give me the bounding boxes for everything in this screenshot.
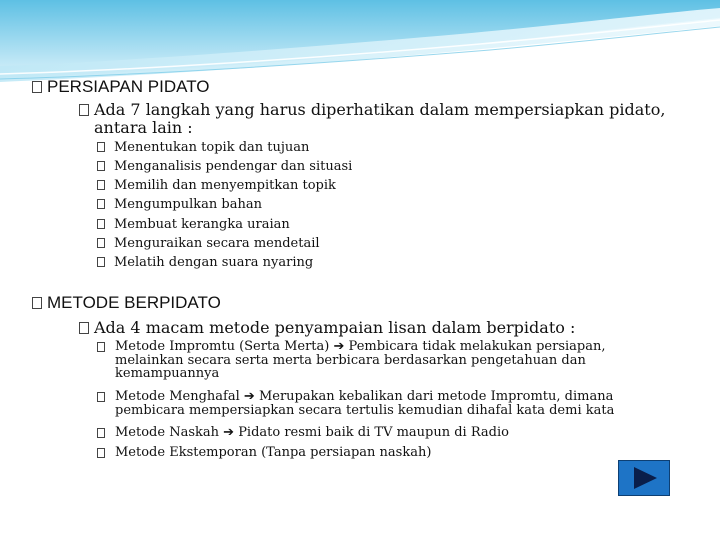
box-bullet-icon (97, 257, 105, 267)
section1-list-item (97, 160, 352, 174)
box-bullet-icon (79, 322, 89, 334)
section1-intro (79, 101, 665, 118)
section2-heading (32, 293, 221, 313)
box-bullet-icon (32, 297, 42, 309)
section1-intro-line2: antara lain : (94, 118, 193, 137)
box-bullet-icon (97, 342, 105, 352)
box-bullet-icon (97, 142, 105, 152)
box-bullet-icon (97, 161, 105, 171)
box-bullet-icon (79, 104, 89, 116)
section2-title: METODE BERPIDATO (47, 293, 221, 312)
section1-item-text: Memilih dan menyempitkan topik (114, 178, 336, 193)
section1-list-item (97, 179, 336, 193)
box-bullet-icon (97, 448, 105, 458)
section2-list-item (97, 390, 657, 417)
section1-intro-line1: Ada 7 langkah yang harus diperhatikan dalam mempersiapkan pidato, (94, 100, 666, 119)
section1-list-item (97, 141, 309, 155)
section2-item-text: Metode Naskah ➔ Pidato resmi baik di TV maupun di Radio (115, 425, 509, 440)
section1-title: PERSIAPAN PIDATO (47, 77, 210, 96)
box-bullet-icon (97, 199, 105, 209)
section2-item-text: Metode Ekstemporan (Tanpa persiapan naskah) (115, 445, 432, 460)
arrow-right-icon: ➔ (333, 339, 345, 354)
section2-intro (79, 319, 575, 336)
section2-list-item (97, 340, 657, 381)
box-bullet-icon (97, 238, 105, 248)
arrow-right-icon: ➔ (223, 425, 235, 440)
section1-list-item (97, 237, 320, 251)
play-triangle-icon (632, 466, 658, 490)
section2-item-text: Metode Impromtu (Serta Merta) ➔ Pembicara tidak melakukan persiapan, melainkan secara serta merta berbicara berdasarkan pengetahuan dan kemampuannya (115, 339, 606, 381)
box-bullet-icon (97, 219, 105, 229)
section1-list-item (97, 198, 262, 212)
section1-item-text: Melatih dengan suara nyaring (114, 255, 314, 270)
next-slide-button[interactable] (618, 460, 670, 496)
box-bullet-icon (97, 392, 105, 402)
section1-heading (32, 77, 210, 97)
box-bullet-icon (97, 180, 105, 190)
section2-list-item (97, 426, 657, 440)
section2-item-text: Metode Menghafal ➔ Merupakan kebalikan dari metode Impromtu, dimana pembicara mempersiapkan secara tertulis kemudian dihafal kata demi kata (115, 389, 615, 418)
section2-list-item (97, 446, 657, 460)
section1-item-text: Menentukan topik dan tujuan (114, 140, 310, 155)
section1-item-text: Menganalisis pendengar dan situasi (114, 159, 353, 174)
section1-list-item (97, 218, 290, 232)
section1-list-item (97, 256, 313, 270)
arrow-right-icon: ➔ (243, 389, 255, 404)
box-bullet-icon (97, 428, 105, 438)
box-bullet-icon (32, 81, 42, 93)
section1-item-text: Membuat kerangka uraian (114, 217, 290, 232)
section1-item-text: Mengumpulkan bahan (114, 197, 262, 212)
section1-item-text: Menguraikan secara mendetail (114, 236, 320, 251)
section2-intro-text: Ada 4 macam metode penyampaian lisan dalam berpidato : (94, 318, 576, 337)
